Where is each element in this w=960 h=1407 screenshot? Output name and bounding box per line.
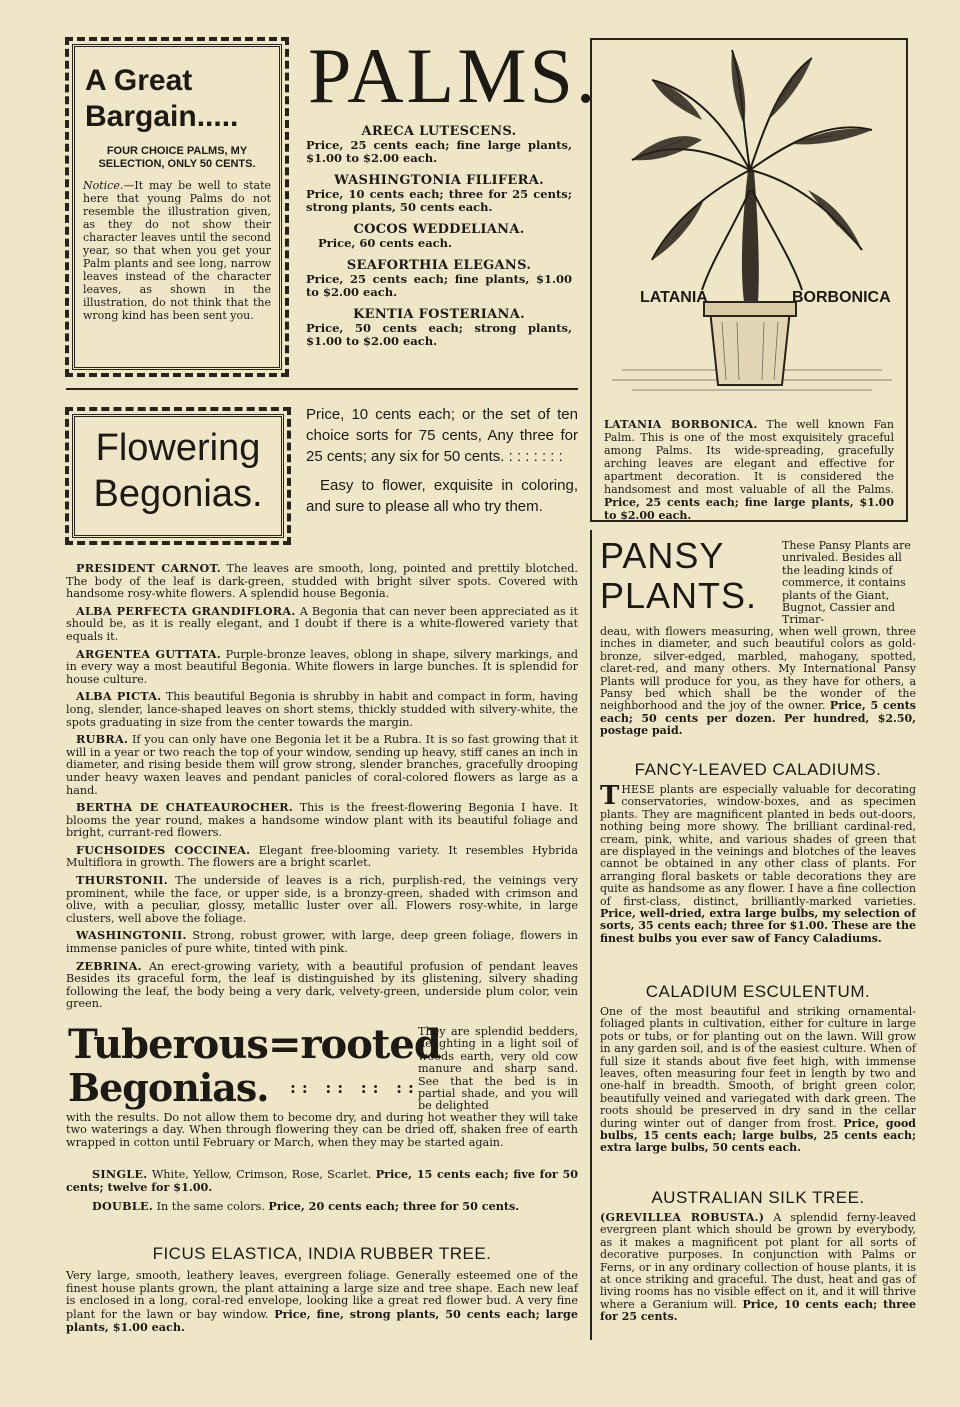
begonia-text: If you can only have one Begonia let it be a Rubra. It is so fast growing that it will in a year or two reach the top of your window, sending up heavy, stiff canes an inch in diameter, and rising beside them will grow strong, slender branches, gracefully drooping under heavy waxen leaves and pendant panicles of coral-colored flowers as large as a hand.	[66, 733, 578, 797]
begonia-name: ARGENTEA GUTTATA.	[76, 646, 222, 661]
begonia-item	[66, 562, 578, 601]
caladiums-description: HESE plants are especially valuable for decorating conservatories, window-boxes, and as specimen plants. They are magnificent planted in beds out-doors, nothing being more showy. The brilliant cardinal-red, cream, pink, white, and various shades of green that are displayed in the veinings and blotches of the leaves cannot be obtained in any other class of plants. For arranging floral baskets or table decorations they are quite as handsome as any flower. I have a fine collection of first-class, distinct, brilliantly-marked varieties.	[600, 783, 916, 908]
bargain-notice-label: Notice.	[83, 179, 124, 192]
palm-illustration	[592, 40, 906, 410]
begonia-name: PRESIDENT CARNOT.	[76, 561, 221, 575]
tuberous-double-text: In the same colors.	[156, 1200, 265, 1213]
silktree-price: Price, 10 cents each; three for 25 cents.	[600, 1297, 916, 1324]
palm-name: KENTIA FOSTERIANA.	[353, 307, 525, 322]
begonia-text: This beautiful Begonia is shrubby in habit and compact in form, having long, slender, lance-shaped leaves on short stems, thickly studded with silvery-white, the spots graduating in size from the center towards the margin.	[66, 690, 579, 729]
silktree-text	[600, 1212, 916, 1324]
caladiums-text	[600, 781, 916, 945]
ficus-title: FICUS ELASTICA, INDIA RUBBER TREE.	[152, 1244, 492, 1263]
tuberous-single-name: SINGLE.	[92, 1167, 148, 1181]
begonia-item	[66, 844, 578, 870]
pansy-description: deau, with flowers measuring, when well grown, three inches in diameter, and such beautiful colors as gold-bronze, silver-edged, marbled, mahogany, spotted, claret-red, and many others. My International Pansy Plants will produce for you, as they have for others, a Pansy bed which shall be the wonder of the neighborhood and the joy of the owner.	[600, 625, 916, 713]
tuberous-double-price: Price, 20 cents each; three for 50 cents.	[268, 1199, 520, 1213]
begonia-text: Elegant free-blooming variety. It resembles Hybrida Multiflora in growth. The flowers are a bright scarlet.	[66, 843, 579, 870]
bargain-notice-text: —It may be well to state here that young Palms do not resemble the illustration given, as they do not show their character leaves until the second year, so that when you get your Palm plants and see long, narrow leaves instead of the character leaves, as shown in the illustration, do not think that the wrong kind has been sent you.	[83, 179, 271, 322]
palm-price: Price, 10 cents each; three for 25 cents; strong plants, 50 cents each.	[306, 187, 572, 214]
ficus-text	[66, 1270, 578, 1335]
palm-price: Price, 60 cents each.	[318, 236, 453, 250]
palm-item	[306, 173, 572, 214]
begonia-name: RUBRA.	[76, 732, 129, 747]
begonia-name: THURSTONII.	[76, 873, 168, 888]
begonia-text: The leaves are smooth, long, pointed and prettily blotched. The body of the leaf is dark-green, studded with bright silver spots. Covered with handsome rosy-white flowers. A splendid house Begonia.	[66, 562, 578, 601]
ficus-price: Price, fine, strong plants, 50 cents each; large plants, $1.00 each.	[66, 1306, 578, 1335]
bargain-subtitle: FOUR CHOICE PALMS, MY SELECTION, ONLY 50 CENTS.	[98, 145, 256, 170]
esculentum-text	[600, 1006, 916, 1155]
latania-label-left: LATANIA	[640, 289, 708, 306]
esculentum-price: Price, good bulbs, 15 cents each; large bulbs, 25 cents each; extra large bulbs, 50 cents each.	[600, 1116, 916, 1155]
palm-name: ARECA LUTESCENS.	[361, 124, 517, 139]
esculentum-title: CALADIUM ESCULENTUM.	[645, 982, 871, 1001]
pansy-text	[600, 626, 916, 738]
begonia-name: ZEBRINA.	[76, 958, 142, 973]
begonia-text: The underside of leaves is a rich, purplish-red, the veinings very prominent, while the face, or upper side, is a bronzy-green, shaded with crimson and olive, with a peculiar, glossy, metallic luster over all. Flowers rosy-white, in large clusters, well above the foliage.	[66, 874, 578, 925]
tuberous-single-text: White, Yellow, Crimson, Rose, Scarlet.	[151, 1168, 372, 1181]
caladiums-price: Price, well-dried, extra large bulbs, my selection of sorts, 35 cents each; three for $1.00. These are the finest bulbs you ever saw of Fancy Caladiums.	[600, 907, 916, 945]
silktree-title: AUSTRALIAN SILK TREE.	[651, 1188, 865, 1207]
column-divider	[590, 530, 592, 1340]
begonias-intro-price: Price, 10 cents each; or the set of ten choice sorts for 75 cents, Any three for 25 cents; any six for 50 cents. : : : : : : :	[306, 406, 578, 465]
tuberous-text: with the results. Do not allow them to become dry, and during hot weather they will take two waterings a day. When through flowering they can be dried off, shaken free of earth wrapped in cotton until February or March, when they may be started again.	[66, 1111, 578, 1149]
palm-item	[306, 222, 572, 250]
begonia-item	[66, 733, 578, 797]
begonias-box	[72, 414, 284, 538]
begonia-text: Purple-bronze leaves, oblong in shape, silvery markings, and in every way a most beautiful Begonia. White flowers in large bunches. It is splendid for house culture.	[66, 647, 578, 686]
begonia-item	[66, 690, 578, 729]
latania-label-right: BORBONICA	[792, 289, 891, 306]
begonias-title-1: Flowering	[95, 427, 261, 469]
begonia-text: Strong, robust grower, with large, deep green foliage, flowers in immense panicles of pure white, tinted with pink.	[66, 929, 578, 956]
palm-name: WASHINGTONIA FILIFERA.	[334, 173, 544, 188]
begonia-text: An erect-growing variety, with a beautiful profusion of pendant leaves Besides its graceful form, the leaf is distinguished by its glistening, silvery shading following the leaf, the body being a very dark, velvety-green, underside plum color, vein green.	[66, 959, 578, 1011]
silktree-description: A splendid ferny-leaved evergreen plant which should be grown by everybody, as it makes a magnificent pot plant for all sorts of decorative purposes. In conjunction with Palms or Ferns, or in any ordinary collection of house plants, it is at once striking and graceful. The dust, heat and gas of living rooms has no visible effect on it, and it will thrive where a Geranium will.	[600, 1211, 917, 1311]
begonia-name: BERTHA DE CHATEAUROCHER.	[76, 800, 294, 815]
begonia-text: A Begonia that can never been appreciated as it should be, as it is really elegant, and I doubt if there is a white-flowered variety that equals it.	[66, 604, 578, 643]
tuberous-title-1: Tuberous=rooted	[68, 1021, 441, 1068]
pansy-title-1: PANSY	[600, 535, 725, 576]
begonia-name: ALBA PICTA.	[76, 689, 162, 704]
tuberous-dots: :: :: :: ::	[290, 1078, 420, 1097]
esculentum-description: One of the most beautiful and striking ornamental-foliaged plants in cultivation, either for culture in large pots or tubs, or for planting out on the lawn. Will grow in any garden soil, and is of the easiest culture. When of full size it stands about five feet high, with immense leaves, often measuring four feet in length by two and one-half in breadth. Smooth, of bright green color, beautifully veined and variegated with dark green. The roots should be preserved in dry sand in the cellar during winter out of danger from frost.	[600, 1005, 916, 1130]
bargain-box	[72, 44, 282, 370]
palm-item	[306, 307, 572, 348]
palm-name: COCOS WEDDELIANA.	[353, 222, 525, 237]
tuberous-double	[66, 1200, 578, 1213]
palm-name: SEAFORTHIA ELEGANS.	[346, 258, 532, 273]
begonia-name: ALBA PERFECTA GRANDIFLORA.	[76, 603, 296, 618]
bargain-notice	[79, 179, 275, 322]
latania-box	[590, 38, 908, 522]
pansy-price: Price, 5 cents each; 50 cents per dozen. Per hundred, $2.50, postage paid.	[600, 699, 916, 738]
latania-price: Price, 25 cents each; fine large plants, $1.00 to $2.00 each.	[604, 496, 894, 522]
tuberous-double-name: DOUBLE.	[92, 1199, 154, 1213]
begonia-name: WASHINGTONII.	[76, 928, 187, 943]
begonias-list	[66, 562, 578, 1015]
palm-price: Price, 25 cents each; fine plants, $1.00 to $2.00 each.	[306, 272, 572, 299]
begonia-item	[66, 648, 578, 687]
tuberous-side-text: They are splendid bedders, delighting in a light soil of woods earth, very old cow manure and sharp sand. See that the bed is in partial shade, and you will be delighted	[418, 1025, 578, 1113]
palm-item	[306, 258, 572, 299]
pansy-title-2: PLANTS.	[600, 575, 758, 616]
palm-item	[306, 124, 572, 165]
palm-price: Price, 50 cents each; strong plants, $1.00 to $2.00 each.	[306, 321, 572, 348]
palm-price: Price, 25 cents each; fine large plants, $1.00 to $2.00 each.	[306, 138, 572, 165]
tuberous-single-price: Price, 15 cents each; five for 50 cents; twelve for $1.00.	[66, 1167, 579, 1194]
bargain-title: A Great Bargain.....	[85, 64, 239, 133]
caladiums-dropcap: T	[600, 781, 620, 811]
latania-text: The well known Fan Palm. This is one of the most exquisitely graceful among Palms. Its wide-spreading, gracefully arching leaves are elegant and effective for apartment decoration. It is considered the handsomest and most valuable of all the Palms.	[604, 418, 894, 496]
begonia-item	[66, 801, 578, 840]
begonia-name: FUCHSOIDES COCCINEA.	[76, 842, 251, 857]
begonia-item	[66, 874, 578, 925]
pansy-side-text: These Pansy Plants are unrivaled. Besides all the leading kinds of commerce, it contains plants of the Giant, Bugnot, Cassier and Trimar-	[782, 539, 911, 627]
begonia-item	[66, 960, 578, 1011]
begonia-text: This is the freest-flowering Begonia I have. It blooms the year round, makes a handsome window plant with its beautiful foliage and bright, currant-red flowers.	[66, 801, 578, 840]
begonia-item	[66, 929, 578, 955]
begonias-title-2: Begonias.	[93, 473, 263, 515]
latania-name: LATANIA BORBONICA.	[604, 418, 758, 431]
silktree-name: (GREVILLEA ROBUSTA.)	[600, 1211, 765, 1224]
latania-caption	[604, 418, 894, 522]
section-divider	[66, 388, 578, 390]
palms-title: PALMS.	[308, 32, 599, 119]
palms-list	[306, 124, 572, 348]
begonias-intro-text: Easy to flower, exquisite in coloring, and sure to please all who try them.	[306, 477, 578, 515]
begonias-intro	[306, 404, 578, 517]
caladiums-title: FANCY-LEAVED CALADIUMS.	[634, 760, 882, 779]
begonia-item	[66, 605, 578, 644]
ficus-description: Very large, smooth, leathery leaves, evergreen foliage. Generally esteemed one of the finest house plants grown, the plant attaining a large size and tree shape. Each new leaf is enclosed in a long, coral-red envelope, looking like a great red flower bud. A very fine plant for the lawn or bay window.	[66, 1269, 578, 1321]
tuberous-title-2: Begonias.	[68, 1065, 269, 1110]
tuberous-single	[66, 1168, 578, 1194]
